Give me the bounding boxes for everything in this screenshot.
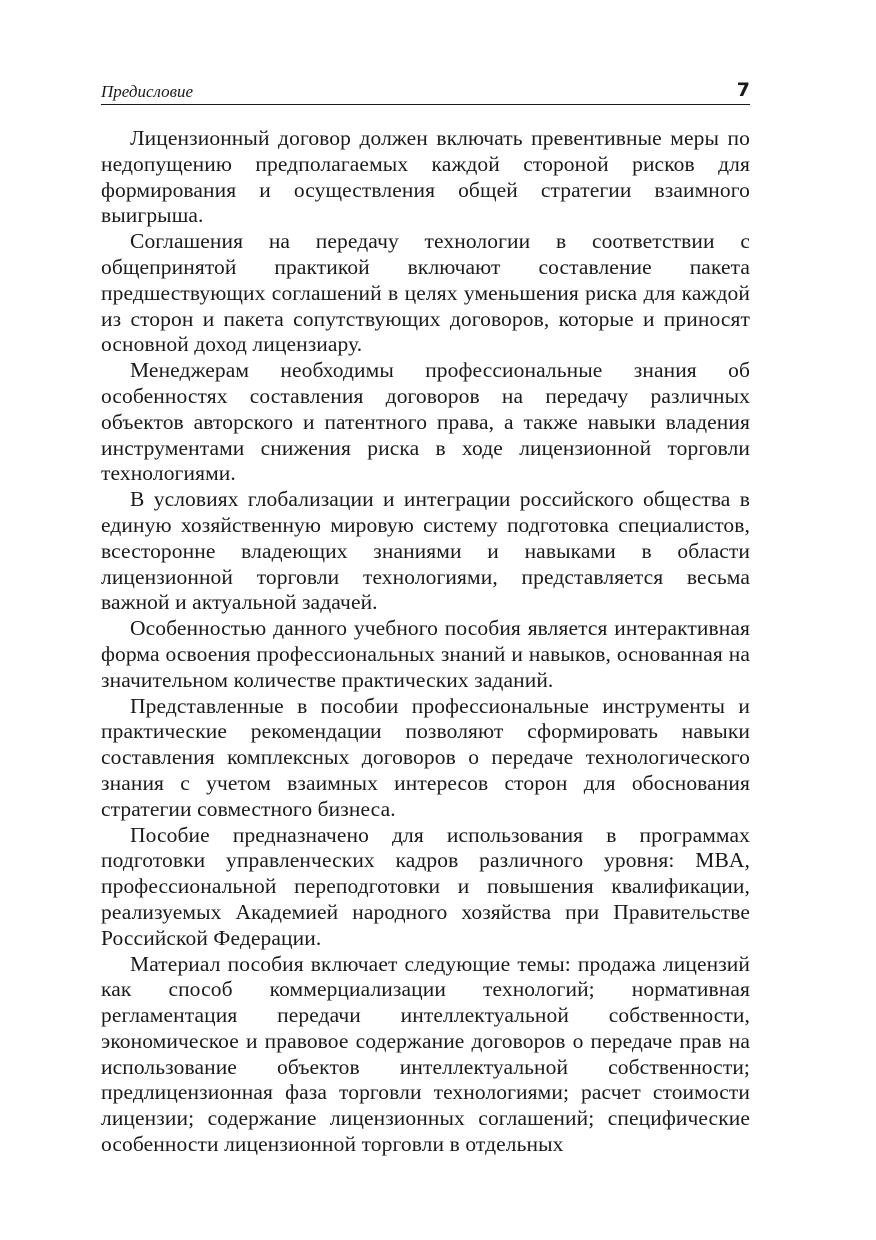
paragraph: Соглашения на передачу технологии в соответствии с общепринятой практикой включают составление пакета предшествующих соглашений в целях уменьшения риска для каждой из сторон и пакета сопутствующих договоров, которые и приносят основной доход лицензиару. bbox=[101, 229, 750, 357]
section-title: Предисловие bbox=[101, 82, 194, 101]
paragraph: Материал пособия включает следующие темы: продажа лицензий как способ коммерциализации технологий; нормативная регламентация передачи интеллектуальной собственности, экономическое и правовое содержание договоров о передаче прав на использование объектов интеллектуальной собственности; предлицензионная фаза торговли технологиями; расчет стоимости лицензии; содержание лицензионных соглашений; специфические особенности лицензионной торговли в отдельных bbox=[101, 951, 750, 1157]
paragraph: Пособие предназначено для использования в программах подготовки управленческих кадров различного уровня: MBA, профессиональной переподготовки и повышения квалификации, реализуемых Академией народного хозяйства при Правительстве Российской Федерации. bbox=[101, 822, 750, 950]
paragraph: Менеджерам необходимы профессиональные знания об особенностях составления договоров на передачу различных объектов авторского и патентного права, а также навыки владения инструментами снижения риска в ходе лицензионной торговли технологиями. bbox=[101, 358, 750, 486]
body-text bbox=[101, 126, 750, 1158]
paragraph: Особенностью данного учебного пособия является интерактивная форма освоения профессиональных знаний и навыков, основанная на значительном количестве практических заданий. bbox=[101, 616, 750, 692]
paragraph: В условиях глобализации и интеграции российского общества в единую хозяйственную мировую систему подготовка специалистов, всесторонне владеющих знаниями и навыками в области лицензионной торговли технологиями, представляется весьма важной и актуальной задачей. bbox=[101, 487, 750, 615]
book-page bbox=[101, 76, 750, 1158]
paragraph: Представленные в пособии профессиональные инструменты и практические рекомендации позволяют сформировать навыки составления комплексных договоров о передаче технологического знания с учетом взаимных интересов сторон для обоснования стратегии совместного бизнеса. bbox=[101, 693, 750, 821]
running-header bbox=[101, 76, 750, 105]
page-number: 7 bbox=[736, 79, 750, 101]
paragraph: Лицензионный договор должен включать превентивные меры по недопущению предполагаемых каждой стороной рисков для формирования и осуществления общей стратегии взаимного выигрыша. bbox=[101, 126, 750, 228]
